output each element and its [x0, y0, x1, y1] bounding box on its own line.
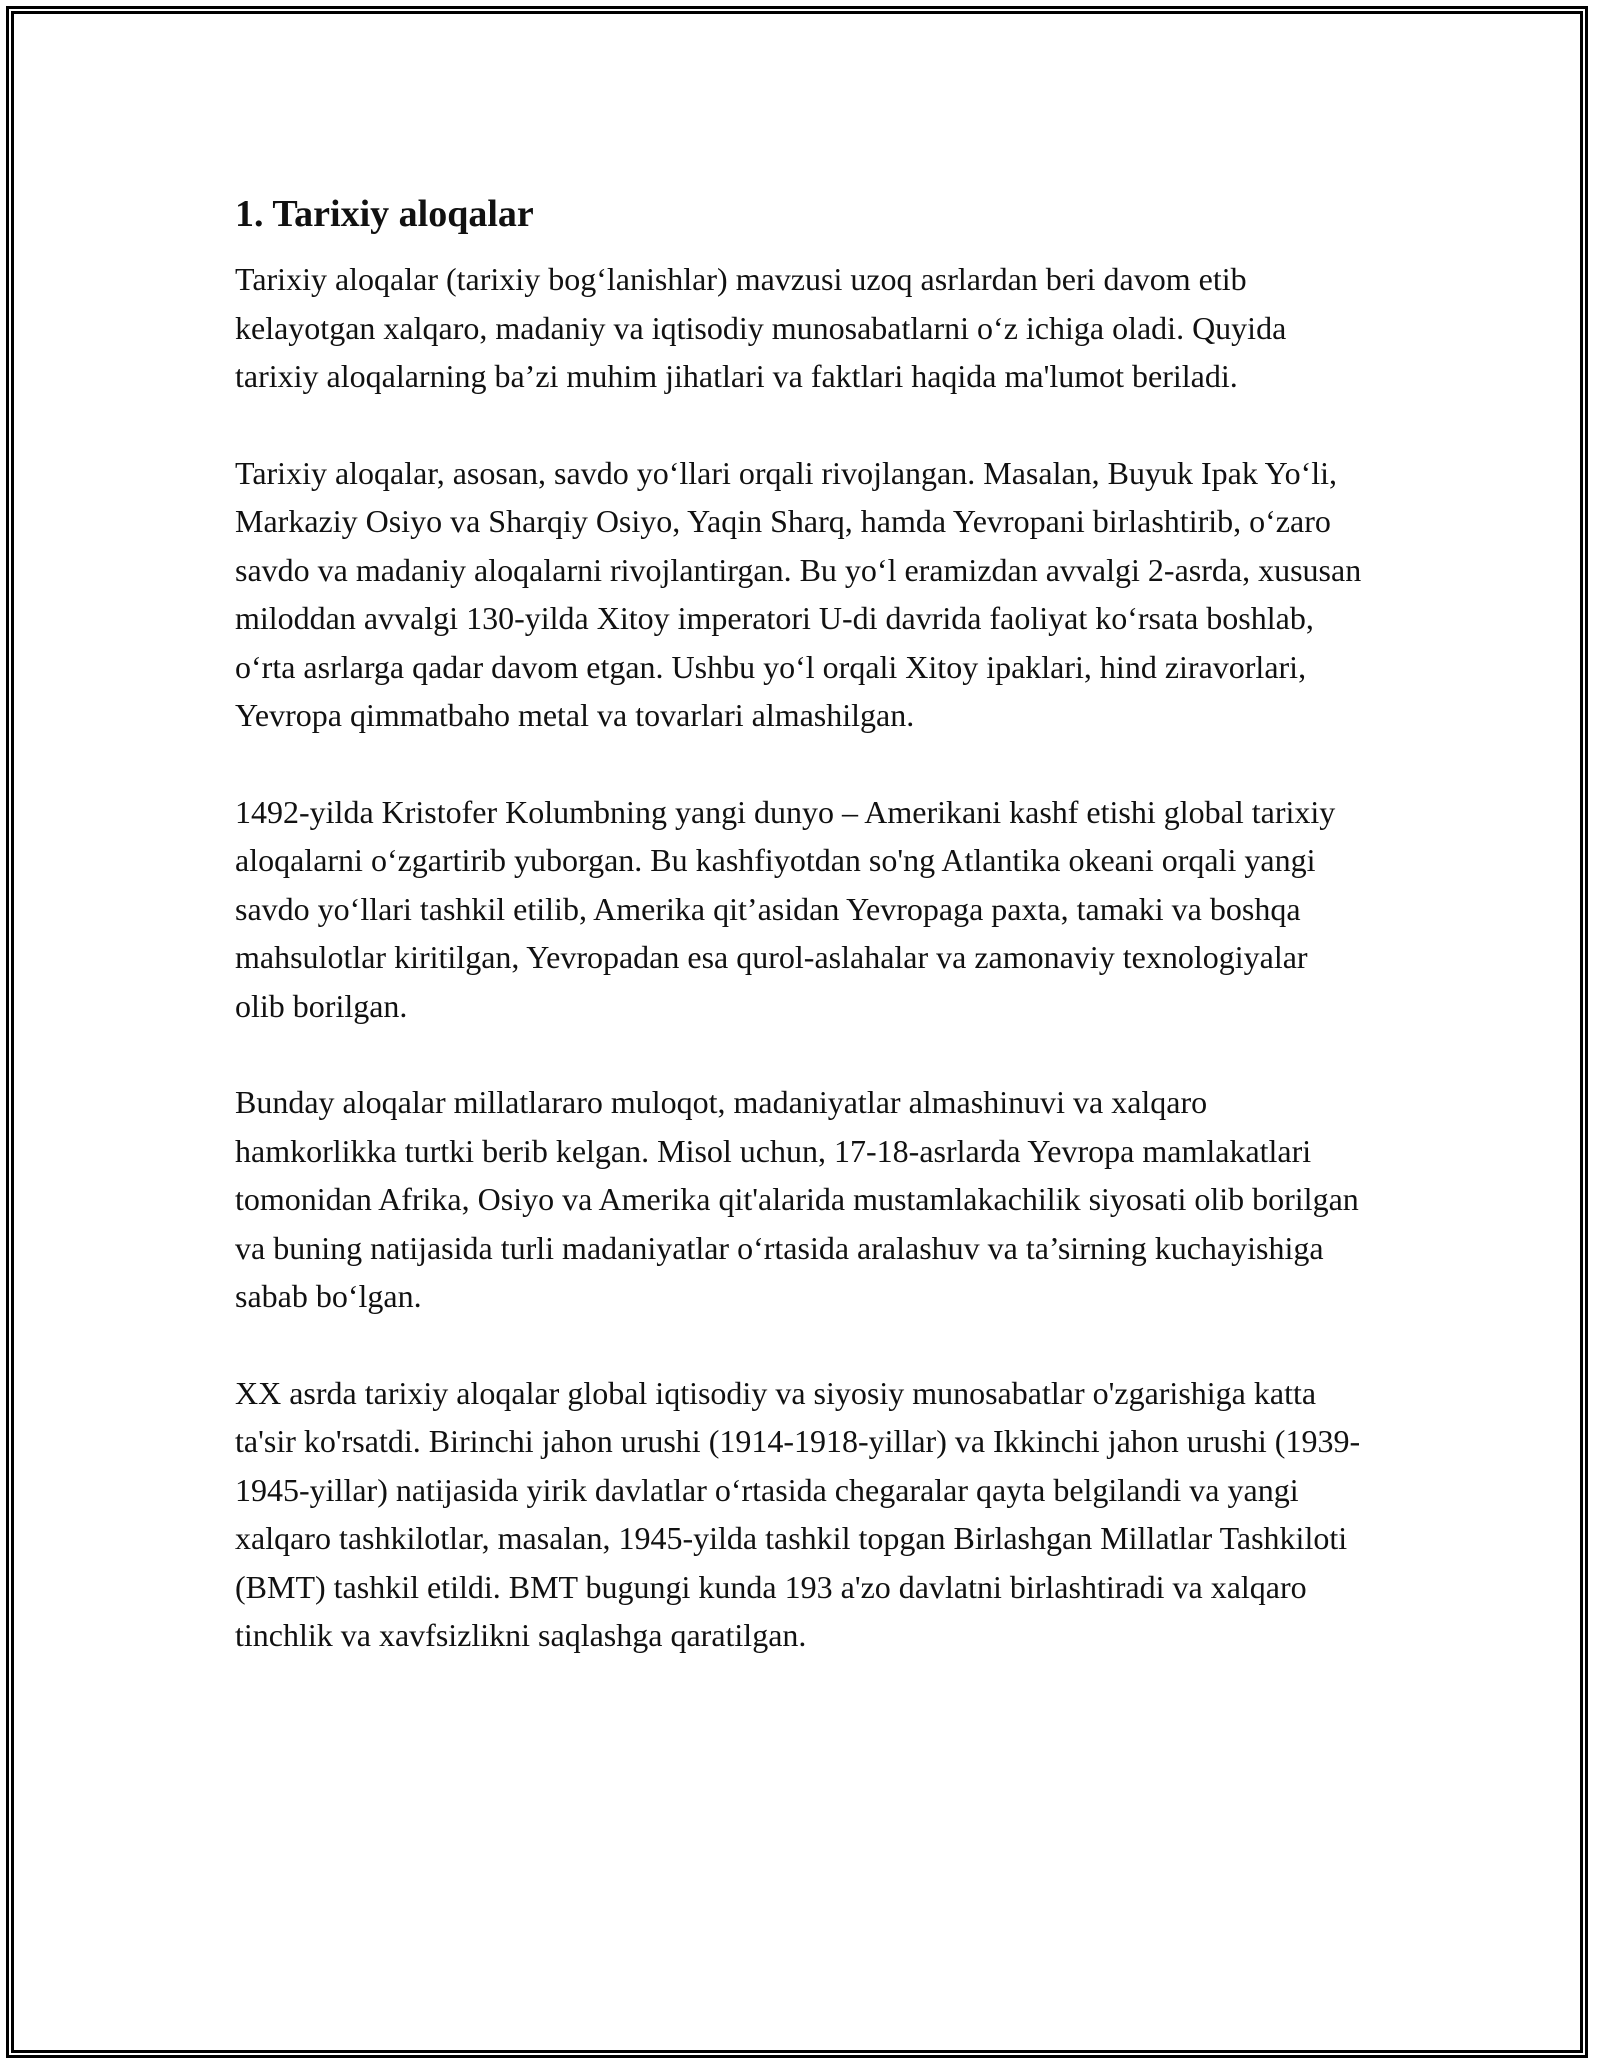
paragraph-columbus: 1492-yilda Kristofer Kolumbning yangi dunyo – Amerikani kashf etishi global tarixiy aloqalarni o‘zgartirib yuborgan. Bu kashfiyotdan so'ng Atlantika okeani orqali yangi savdo yo‘llari tashkil etilib, Amerika qit’asidan Yevropaga paxta, tamaki va boshqa mahsulotlar kiritilgan, Yevropadan esa qurol-aslahalar va zamonaviy texnologiyalar olib borilgan.: [235, 793, 1336, 1024]
section-heading: 1. Tarixiy aloqalar: [235, 193, 534, 235]
paragraph-colonialism: Bunday aloqalar millatlararo muloqot, madaniyatlar almashinuvi va xalqaro hamkorlikka turtki berib kelgan. Misol uchun, 17-18-asrlarda Yevropa mamlakatlari tomonidan Afrika, Osiyo va Amerika qit'alarida mustamlakachilik siyosati olib borilgan va buning natijasida turli madaniyatlar o‘rtasida aralashuv va ta’sirning kuchayishiga sabab bo‘lgan.: [235, 1084, 1359, 1314]
paragraph-twentieth-century: XX asrda tarixiy aloqalar global iqtisodiy va siyosiy munosabatlar o'zgarishiga katta ta'sir ko'rsatdi. Birinchi jahon urushi (1914-1918-yillar) va Ikkinchi jahon urushi (1939-1945-yillar) natijasida yirik davlatlar o‘rtasida chegaralar qayta belgilandi va yangi xalqaro tashkilotlar, masalan, 1945-yilda tashkil topgan Birlashgan Millatlar Tashkiloti (BMT) tashkil etildi. BMT bugungi kunda 193 a'zo davlatni birlashtiradi va xalqaro tinchlik va xavfsizlikni saqlashga qaratilgan.: [235, 1374, 1361, 1653]
paragraph-silk-road: Tarixiy aloqalar, asosan, savdo yo‘llari orqali rivojlangan. Masalan, Buyuk Ipak Yo‘li, Markaziy Osiyo va Sharqiy Osiyo, Yaqin Sharq, hamda Yevropani birlashtirib, o‘zaro savdo va madaniy aloqalarni rivojlantirgan. Bu yo‘l eramizdan avvalgi 2-asrda, xususan miloddan avvalgi 130-yilda Xitoy imperatori U-di davrida faoliyat ko‘rsata boshlab, o‘rta asrlarga qadar davom etgan. Ushbu yo‘l orqali Xitoy ipaklari, hind ziravorlari, Yevropa qimmatbaho metal va tovarlari almashilgan.: [235, 454, 1362, 733]
paragraph-intro: Tarixiy aloqalar (tarixiy bog‘lanishlar) mavzusi uzoq asrlardan beri davom etib kelayotgan xalqaro, madaniy va iqtisodiy munosabatlarni o‘z ichiga oladi. Quyida tarixiy aloqalarning ba’zi muhim jihatlari va faktlari haqida ma'lumot beriladi.: [235, 261, 1287, 394]
document-body: [235, 184, 1365, 1660]
